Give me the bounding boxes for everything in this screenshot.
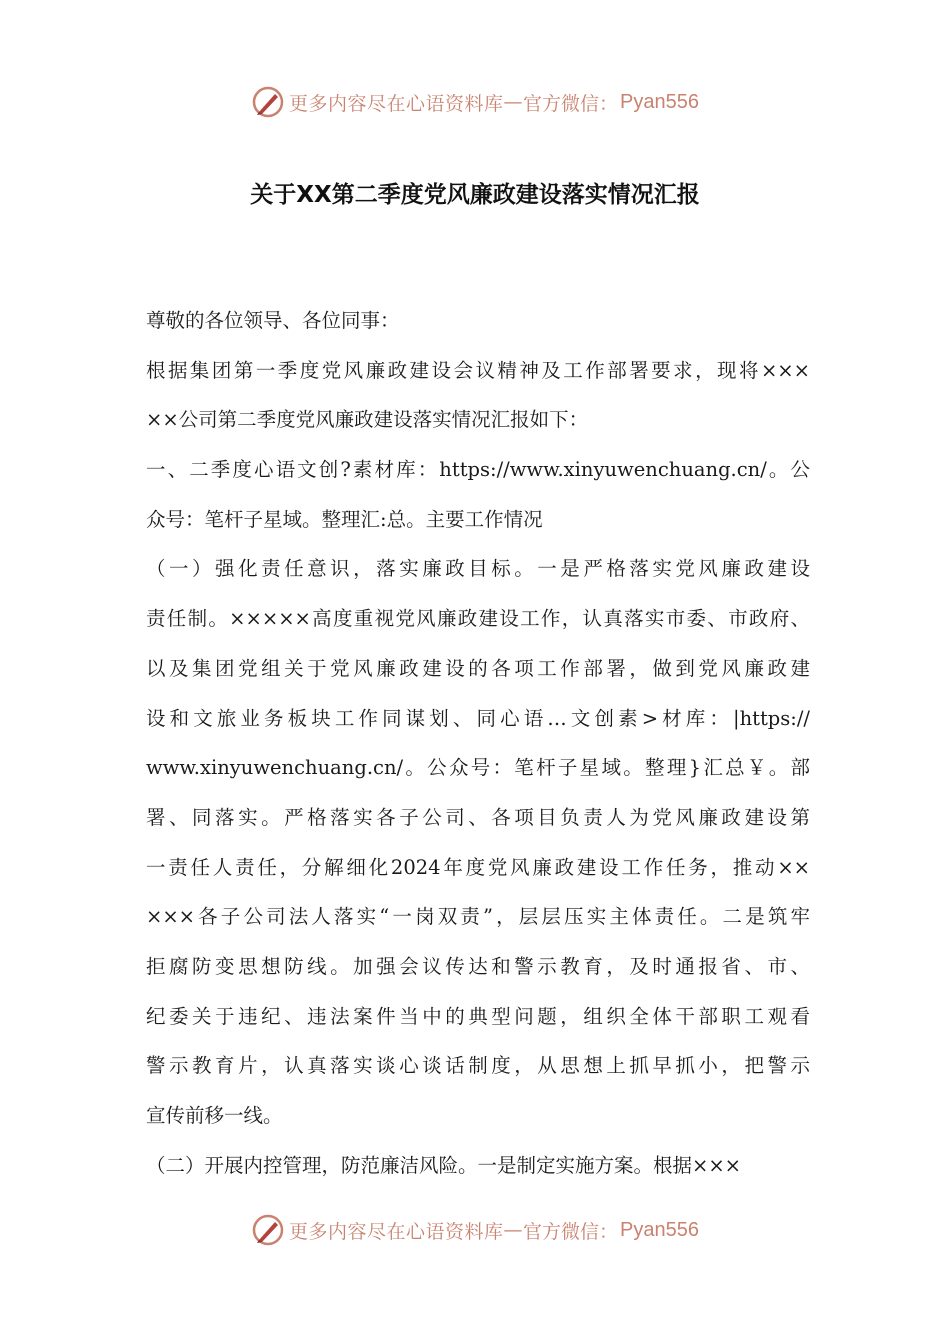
watermark-wechat-id: Pyan556 — [620, 1218, 699, 1241]
pen-logo-icon — [251, 85, 285, 119]
body-line: 警示教育片，认真落实谈心谈话制度，从思想上抓早抓小，把警示 — [146, 1054, 810, 1078]
body-line: 拒腐防变思想防线。加强会议传达和警示教育，及时通报省、市、 — [146, 954, 810, 978]
body-line: 署、同落实。严格落实各子公司、各项目负责人为党风廉政建设第 — [146, 805, 810, 829]
body-line: ×××各子公司法人落实“一岗双责”，层层压实主体责任。二是筑牢 — [146, 905, 810, 929]
body-line: 根据集团第一季度党风廉政建设会议精神及工作部署要求，现将××× — [146, 358, 810, 382]
body-line: 一责任人责任，分解细化2024年度党风廉政建设工作任务，推动×× — [146, 855, 810, 879]
watermark-wechat-id: Pyan556 — [620, 90, 699, 113]
pen-logo-icon — [251, 1213, 285, 1247]
watermark-banner-bottom — [0, 1210, 950, 1250]
watermark-wechat-label: 官方微信： — [523, 1220, 619, 1243]
watermark-separator: — — [503, 1219, 524, 1241]
body-line: 一、二季度心语文创?素材库：https://www.xinyuwenchuang.cn/。公 — [146, 458, 810, 482]
body-line: 纪委关于违纪、违法案件当中的典型问题，组织全体干部职工观看 — [146, 1004, 810, 1028]
document-title: 关于XX第二季度党风廉政建设落实情况汇报 — [250, 182, 700, 208]
document-body — [146, 296, 810, 1190]
body-line: 宣传前移一线。 — [146, 1104, 283, 1127]
body-line: 设和文旅业务板块工作同谋划、同心语…文创素>材库：|https:// — [146, 706, 810, 730]
watermark-banner-top — [0, 82, 950, 122]
watermark-separator: — — [503, 91, 524, 113]
body-line: 以及集团党组关于党风廉政建设的各项工作部署，做到党风廉政建 — [146, 656, 810, 680]
body-line: www.xinyuwenchuang.cn/。公众号：笔杆子星域。整理}汇总￥。部 — [146, 756, 810, 780]
body-line: （二）开展内控管理，防范廉洁风险。一是制定实施方案。根据××× — [146, 1153, 742, 1177]
body-line: 尊敬的各位领导、各位同事： — [146, 309, 400, 332]
watermark-wechat-label: 官方微信： — [523, 92, 619, 115]
body-line: ××公司第二季度党风廉政建设落实情况汇报如下： — [146, 408, 589, 432]
body-line: 众号：笔杆子星域。整理汇:总。主要工作情况 — [146, 507, 543, 531]
body-line: （一）强化责任意识，落实廉政目标。一是严格落实党风廉政建设 — [146, 557, 810, 581]
watermark-brand: 更多内容尽在心语资料库 — [289, 1220, 504, 1243]
watermark-brand: 更多内容尽在心语资料库 — [289, 92, 504, 115]
body-line: 责任制。×××××高度重视党风廉政建设工作，认真落实市委、市政府、 — [146, 607, 810, 631]
